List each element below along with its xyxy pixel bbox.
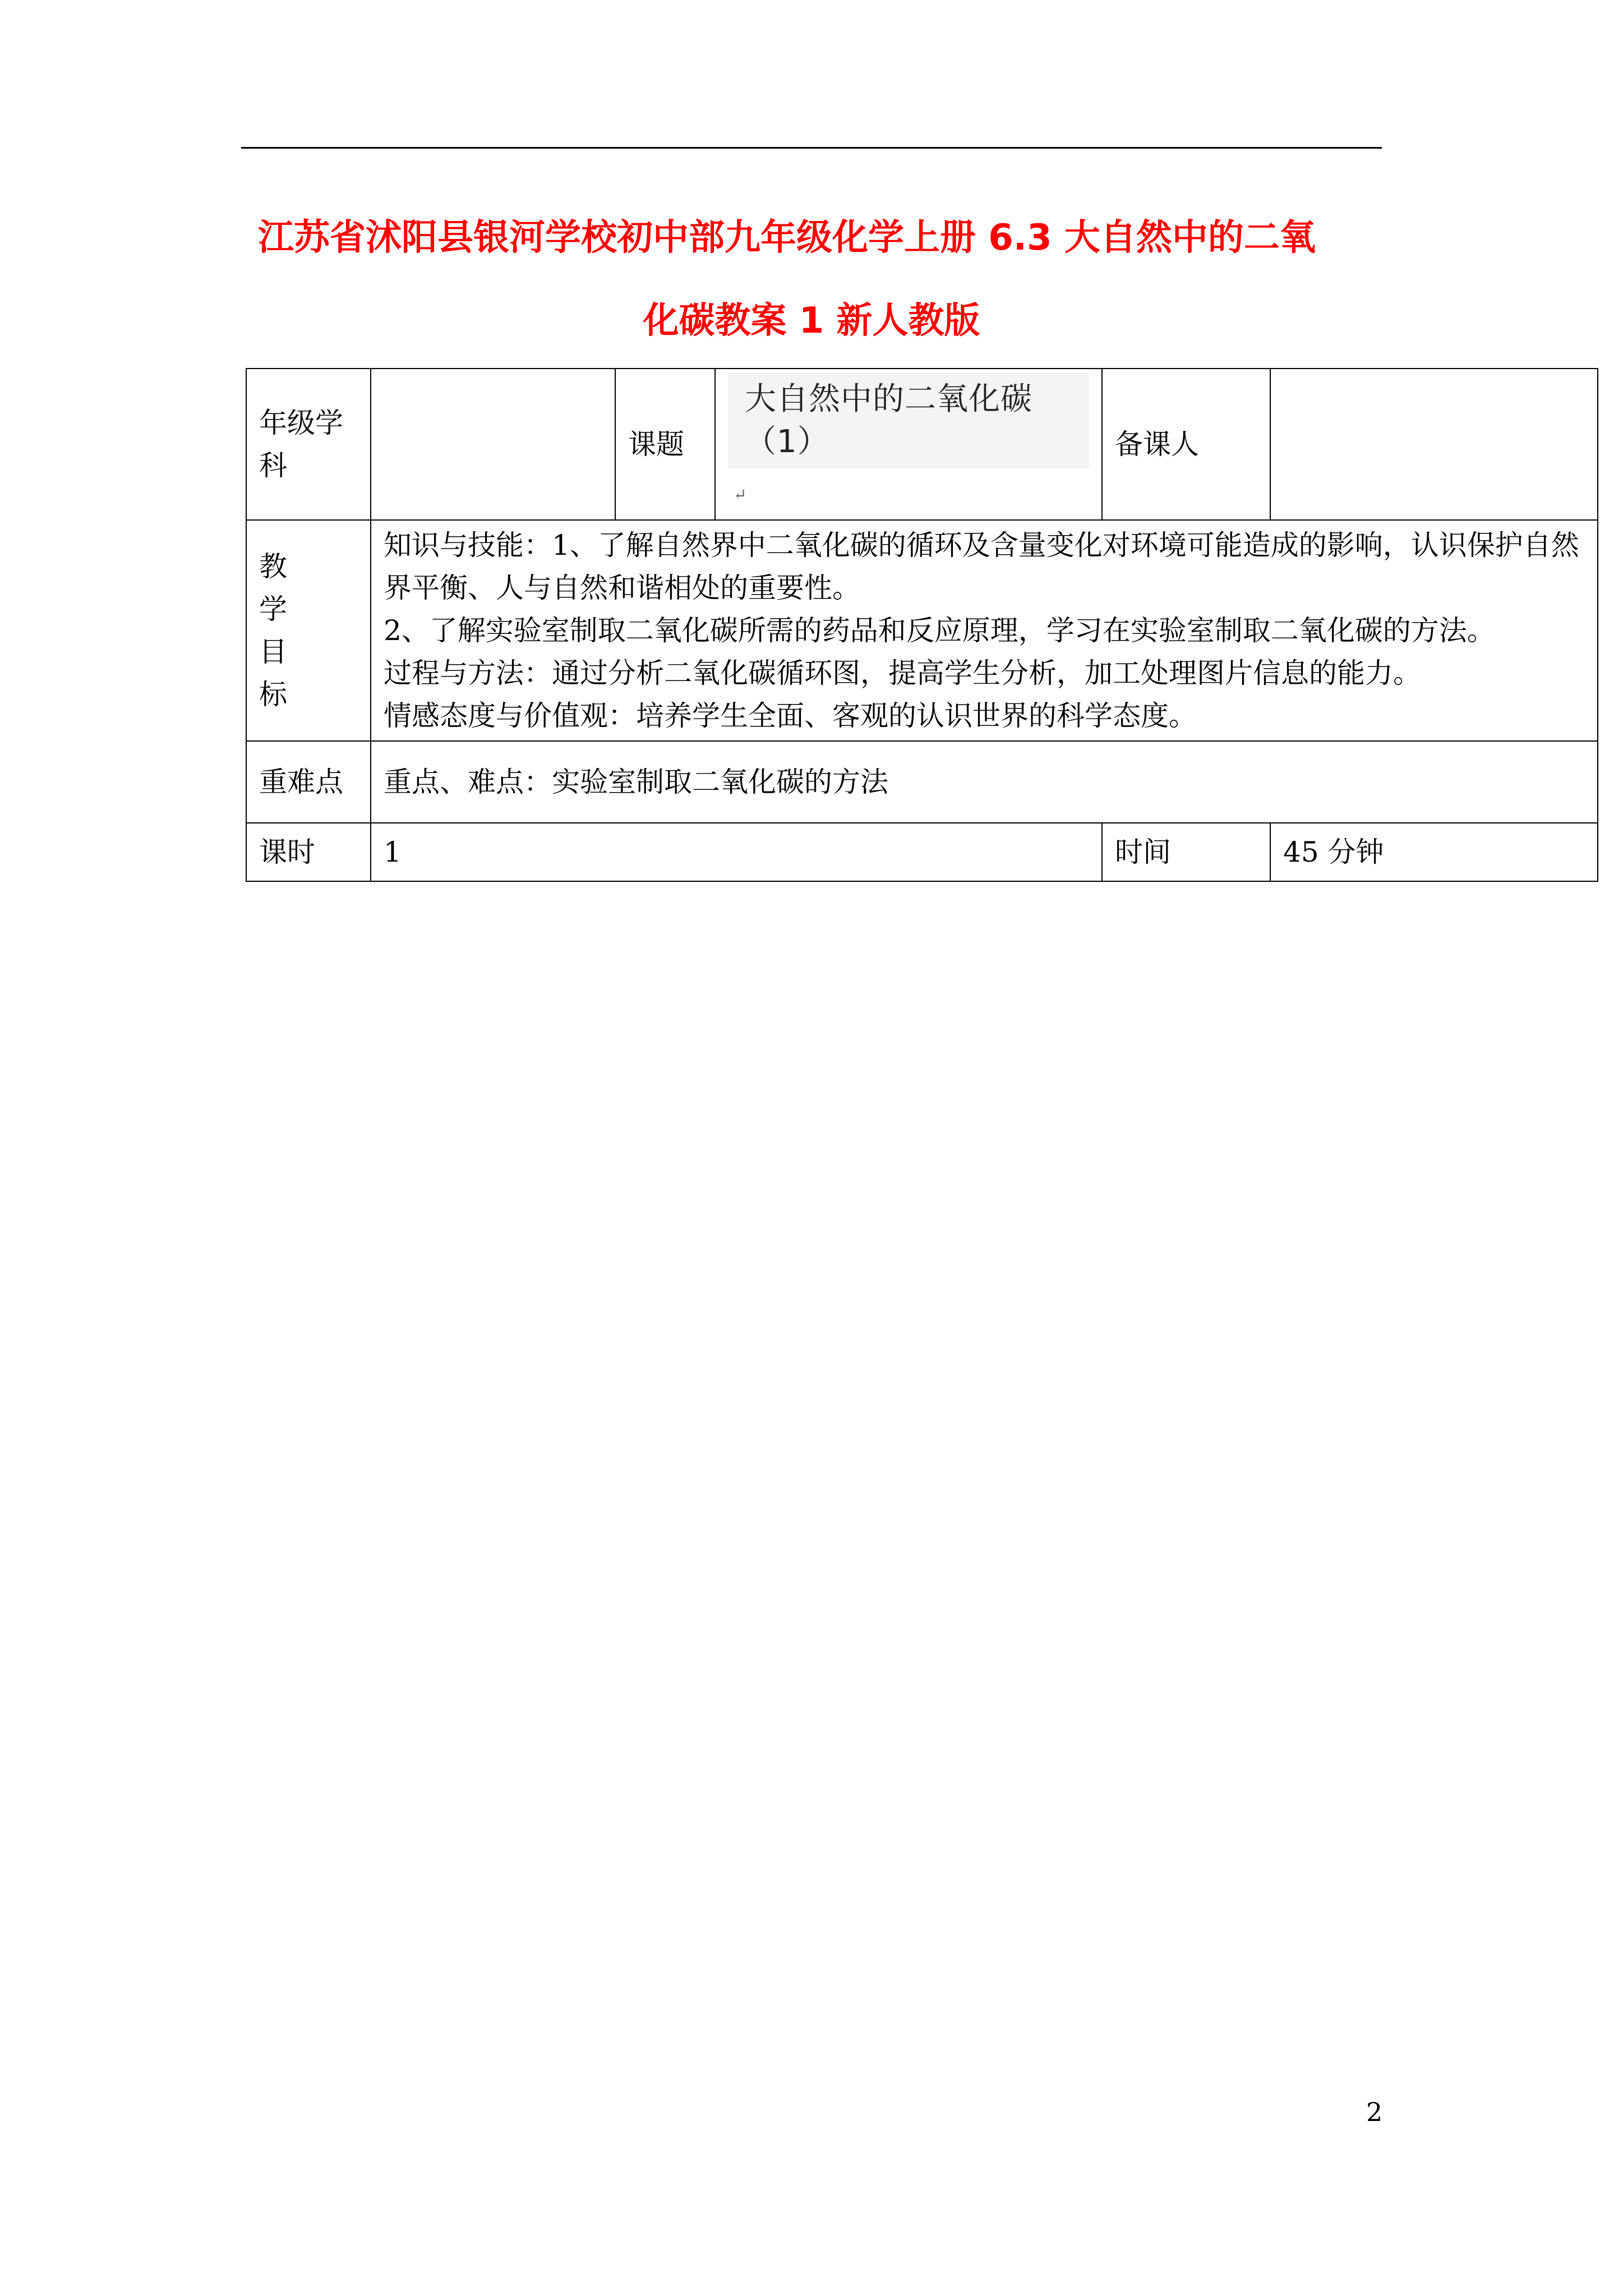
table-row-objectives [246, 520, 1598, 741]
topic-cell [715, 369, 1102, 520]
page-number: 2 [1366, 2097, 1383, 2127]
objective-knowledge: 知识与技能：1、了解自然界中二氧化碳的循环及含量变化对环境可能造成的影响，认识保护自然界平衡、人与自然和谐相处的重要性。 [384, 529, 1579, 604]
preparer-label: 备课人 [1102, 369, 1270, 520]
document-title-line-2: 化碳教案 1 新人教版 [643, 300, 980, 342]
period-label: 课时 [246, 823, 371, 881]
header-rule [241, 147, 1382, 149]
time-value: 45 分钟 [1270, 823, 1598, 881]
objectives-label: 教 学 目 标 [246, 520, 371, 741]
grade-subject-value [371, 369, 615, 520]
objective-lab: 2、了解实验室制取二氧化碳所需的药品和反应原理，学习在实验室制取二氧化碳的方法。 [384, 614, 1495, 647]
lesson-plan-table [246, 368, 1598, 882]
topic-value: 大自然中的二氧化碳（1） [728, 372, 1089, 469]
preparer-value [1270, 369, 1598, 520]
paragraph-mark-icon: ↵ [734, 485, 747, 504]
table-row-header [246, 369, 1598, 520]
objectives-content [371, 520, 1598, 741]
time-label: 时间 [1102, 823, 1270, 881]
topic-label: 课题 [615, 369, 715, 520]
objective-process: 过程与方法：通过分析二氧化碳循环图，提高学生分析，加工处理图片信息的能力。 [384, 657, 1421, 689]
table-row-period [246, 823, 1598, 881]
objective-attitude: 情感态度与价值观：培养学生全面、客观的认识世界的科学态度。 [384, 700, 1197, 732]
key-points-label: 重难点 [246, 741, 371, 823]
key-points-value: 重点、难点：实验室制取二氧化碳的方法 [371, 741, 1598, 823]
period-value: 1 [371, 823, 1102, 881]
grade-subject-label: 年级学科 [246, 369, 371, 520]
table-row-key-points [246, 741, 1598, 823]
document-title-line-1: 江苏省沭阳县银河学校初中部九年级化学上册 6.3 大自然中的二氧 [258, 217, 1316, 259]
